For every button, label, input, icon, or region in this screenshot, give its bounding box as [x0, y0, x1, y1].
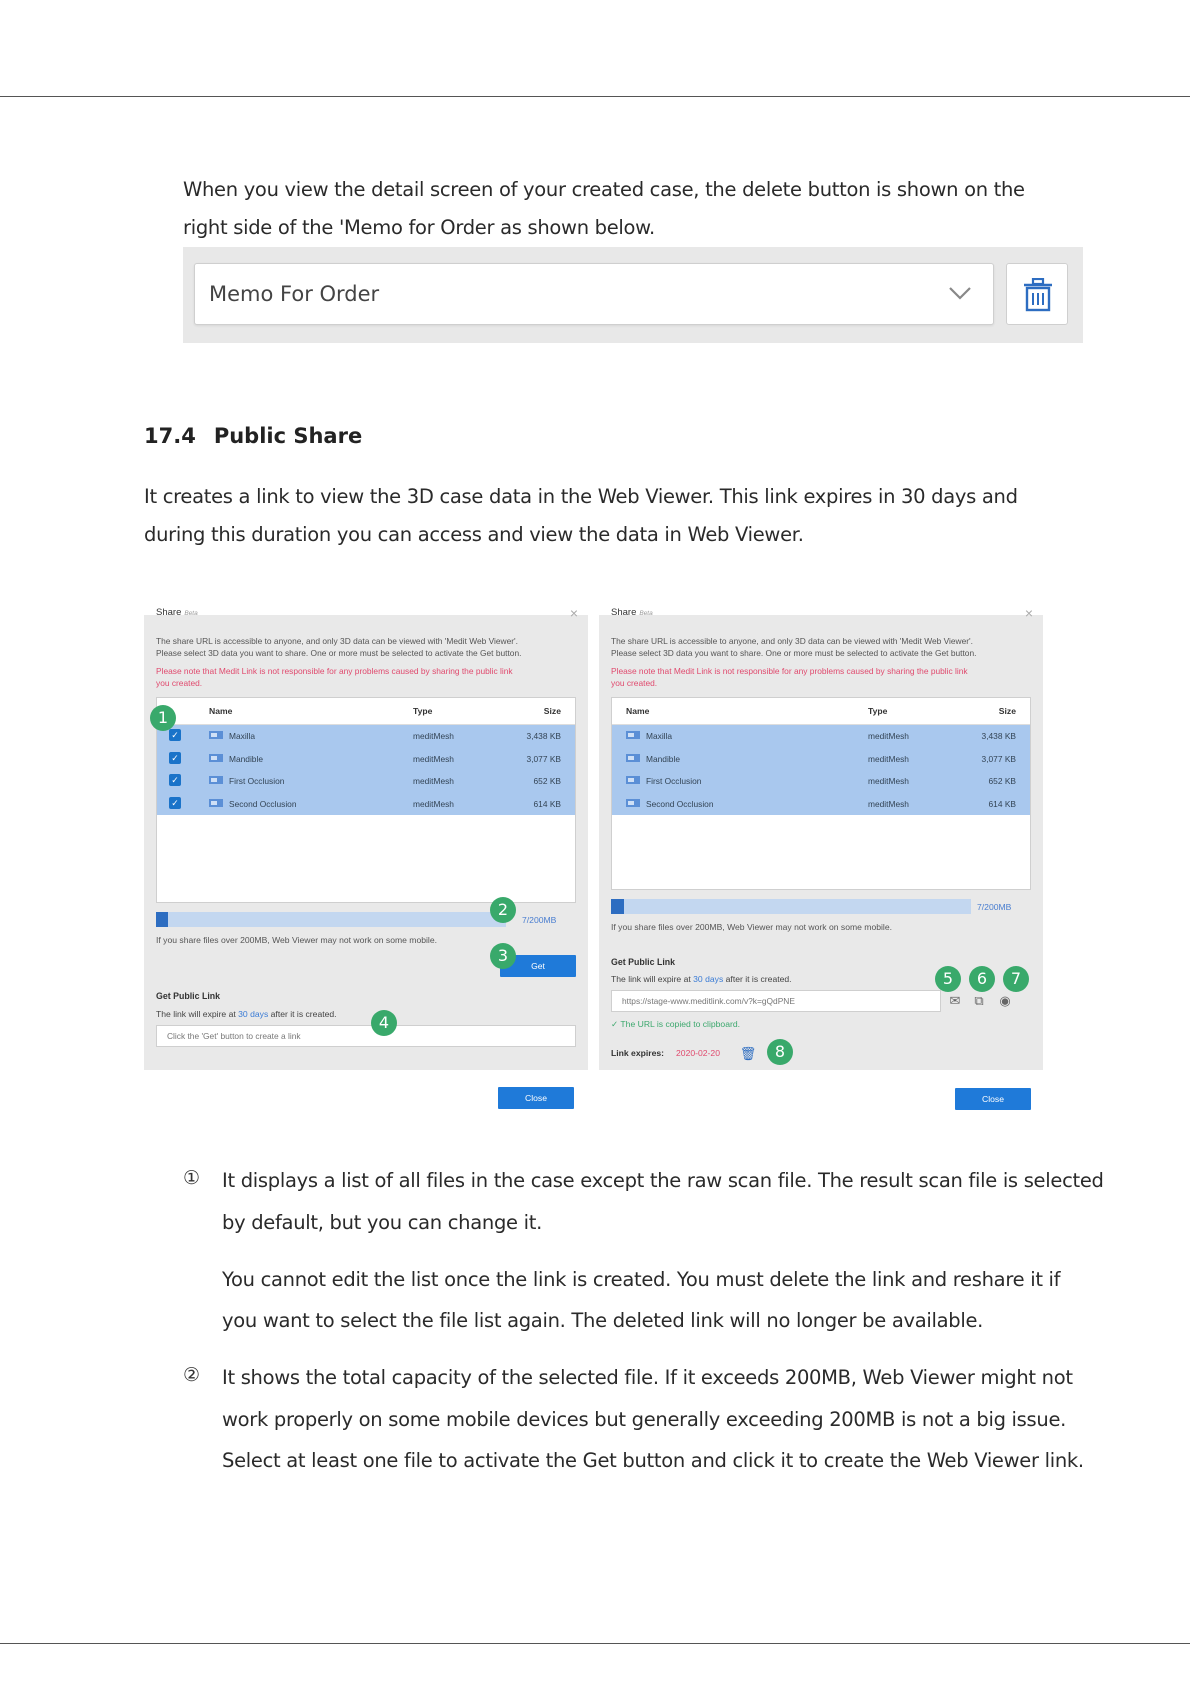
mesh-file-icon [626, 754, 640, 762]
delete-button[interactable] [1006, 263, 1068, 325]
memo-dropdown[interactable] [194, 263, 994, 325]
list1-line-2: by default, but you can change it. [222, 1211, 542, 1234]
eye-icon[interactable]: ◉ [999, 993, 1011, 1008]
section-number: 17.4 [144, 424, 196, 448]
footer-rule [0, 1643, 1190, 1644]
memo-label: Memo For Order [209, 282, 380, 306]
file-size: 3,077 KB [526, 753, 561, 764]
capacity-fill [611, 899, 624, 914]
table-header [157, 698, 575, 725]
checkbox[interactable]: ✓ [169, 729, 181, 741]
file-type: meditMesh [868, 731, 909, 741]
file-type: meditMesh [413, 776, 454, 786]
capacity-fill [156, 912, 168, 927]
capacity-note: If you share files over 200MB, Web Viewer may not work on some mobile. [611, 922, 893, 932]
file-size: 652 KB [533, 776, 561, 786]
table-row [612, 770, 1030, 793]
file-type: meditMesh [413, 731, 454, 741]
list-marker-2: ② [183, 1364, 201, 1386]
info-line-2: Please select 3D data you want to share. One or more must be selected to activate the Get button. [156, 648, 522, 658]
file-name: Mandible [646, 753, 680, 764]
file-name: Second Occlusion [229, 798, 297, 809]
mesh-file-icon [209, 754, 223, 762]
file-type: meditMesh [413, 798, 454, 809]
copy-icon[interactable]: ⧉ [974, 993, 984, 1008]
file-size: 3,438 KB [526, 731, 561, 741]
warn-line-1: Please note that Medit Link is not responsible for any problems caused by sharing the public link [156, 666, 513, 676]
callout-4: 4 [371, 1010, 397, 1036]
file-type: meditMesh [868, 753, 909, 764]
warn-line-1: Please note that Medit Link is not responsible for any problems caused by sharing the public link [611, 666, 968, 676]
close-icon[interactable]: × [569, 605, 578, 621]
memo-figure [183, 247, 1083, 343]
section-line-2: during this duration you can access and view the data in Web Viewer. [144, 523, 804, 546]
table-row[interactable] [157, 793, 575, 816]
table-row[interactable] [157, 770, 575, 793]
col-size: Size [543, 706, 561, 716]
list-marker-1: ① [183, 1167, 201, 1189]
file-type: meditMesh [868, 798, 909, 809]
list2-line-1: It shows the total capacity of the selected file. If it exceeds 200MB, Web Viewer might not [222, 1366, 1073, 1389]
checkbox[interactable]: ✓ [169, 752, 181, 764]
mesh-file-icon [626, 776, 640, 784]
header-rule [0, 96, 1190, 97]
col-name: Name [209, 706, 233, 716]
file-name: Mandible [229, 753, 263, 764]
section-line-1: It creates a link to view the 3D case data in the Web Viewer. This link expires in 30 days and [144, 485, 1018, 508]
close-button[interactable]: Close [955, 1088, 1031, 1110]
link-expires: Link expires: 2020-02-20 [611, 1048, 720, 1058]
chevron-down-icon [947, 280, 973, 306]
col-size: Size [998, 706, 1016, 716]
mesh-file-icon [626, 731, 640, 739]
share-dialog-left [144, 603, 588, 1070]
get-button[interactable]: Get [500, 955, 576, 977]
mesh-file-icon [209, 799, 223, 807]
list2-line-2: work properly on some mobile devices but generally exceeding 200MB is not a big issue. [222, 1408, 1067, 1431]
link-url-field[interactable]: https://stage-www.meditlink.com/v?k=gQdPNE [611, 990, 941, 1012]
capacity-bar [156, 912, 506, 927]
callout-6: 6 [969, 966, 995, 992]
table-row [612, 793, 1030, 816]
dialog-body [144, 605, 588, 1070]
file-type: meditMesh [868, 776, 909, 786]
file-name: Second Occlusion [646, 798, 714, 809]
close-button[interactable]: Close [498, 1087, 574, 1109]
file-table [156, 697, 576, 903]
table-row [612, 748, 1030, 771]
dialog-body [599, 605, 1043, 1070]
table-row [612, 725, 1030, 748]
copied-message: ✓ The URL is copied to clipboard. [611, 1019, 741, 1029]
info-line-2: Please select 3D data you want to share. One or more must be selected to activate the Get button. [611, 648, 977, 658]
mesh-file-icon [209, 731, 223, 739]
mesh-file-icon [626, 799, 640, 807]
checkbox[interactable]: ✓ [169, 774, 181, 786]
file-type: meditMesh [413, 753, 454, 764]
table-header [612, 698, 1030, 725]
table-row[interactable] [157, 748, 575, 771]
callout-3: 3 [490, 943, 516, 969]
list2-line-3: Select at least one file to activate the Get button and click it to create the Web Viewer link. [222, 1449, 1084, 1472]
list1-line-3: You cannot edit the list once the link is created. You must delete the link and reshare it if [222, 1268, 1061, 1291]
get-public-link-label: Get Public Link [156, 991, 221, 1001]
intro-line-1: When you view the detail screen of your created case, the delete button is shown on the [183, 178, 1025, 201]
table-row[interactable] [157, 725, 575, 748]
trash-icon[interactable]: 🗑 [739, 1046, 757, 1061]
callout-1: 1 [150, 705, 176, 731]
capacity-note: If you share files over 200MB, Web Viewer may not work on some mobile. [156, 935, 438, 945]
email-icon[interactable]: ✉ [949, 993, 961, 1008]
trash-icon [1022, 278, 1054, 312]
callout-8: 8 [767, 1039, 793, 1065]
col-name: Name [626, 706, 650, 716]
file-table [611, 697, 1031, 890]
mesh-file-icon [209, 776, 223, 784]
file-name: Maxilla [229, 731, 256, 741]
file-size: 614 KB [988, 798, 1016, 809]
file-name: First Occlusion [229, 776, 285, 786]
list1-line-1: It displays a list of all files in the case except the raw scan file. The result scan file is selected [222, 1169, 1104, 1192]
file-name: First Occlusion [646, 776, 702, 786]
share-dialog-right [599, 603, 1043, 1070]
file-size: 614 KB [533, 798, 561, 809]
section-heading [144, 424, 362, 448]
close-icon[interactable]: × [1024, 605, 1033, 621]
callout-5: 5 [935, 966, 961, 992]
info-line-1: The share URL is accessible to anyone, and only 3D data can be viewed with 'Medit Web Viewer'. [156, 636, 518, 646]
capacity-label: 7/200MB [977, 902, 1012, 912]
info-line-1: The share URL is accessible to anyone, and only 3D data can be viewed with 'Medit Web Viewer'. [611, 636, 973, 646]
callout-2: 2 [490, 897, 516, 923]
checkbox[interactable]: ✓ [169, 797, 181, 809]
expire-text: The link will expire at 30 days after it is created. [156, 1009, 337, 1019]
callout-7: 7 [1003, 966, 1029, 992]
file-size: 652 KB [988, 776, 1016, 786]
section-title: Public Share [213, 424, 363, 448]
warn-line-2: you created. [156, 678, 203, 688]
intro-line-2: right side of the 'Memo for Order as shown below. [183, 216, 655, 239]
file-size: 3,438 KB [981, 731, 1016, 741]
capacity-label: 7/200MB [522, 915, 557, 925]
warn-line-2: you created. [611, 678, 658, 688]
col-type: Type [413, 706, 433, 716]
dialog-title: Share Beta [611, 607, 653, 618]
link-input[interactable]: Click the 'Get' button to create a link [156, 1025, 576, 1047]
file-name: Maxilla [646, 731, 673, 741]
list1-line-4: you want to select the file list again. The deleted link will no longer be available. [222, 1309, 984, 1332]
file-size: 3,077 KB [981, 753, 1016, 764]
get-public-link-label: Get Public Link [611, 957, 676, 967]
capacity-bar [611, 899, 971, 914]
dialog-title: Share Beta [156, 607, 198, 618]
col-type: Type [868, 706, 888, 716]
expire-text: The link will expire at 30 days after it is created. [611, 974, 792, 984]
